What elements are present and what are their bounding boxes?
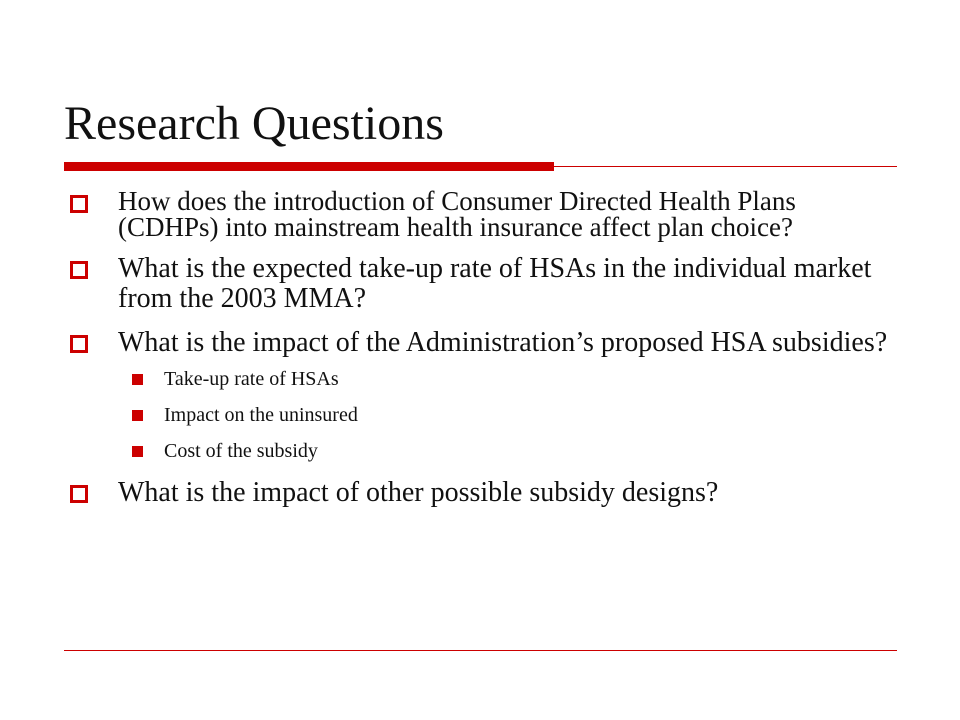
question-text: How does the introduction of Consumer Directed Health Plans (CDHPs) into mainstream health insurance affect plan choice? [118,186,796,242]
square-bullet-icon [70,485,88,503]
question-item [70,328,900,358]
footer-rule [64,650,897,651]
title-underline-thin [554,166,897,167]
question-item [70,254,900,314]
filled-square-bullet-icon [132,374,143,385]
sub-item-text: Impact on the uninsured [164,404,358,426]
question-list [70,188,900,508]
title-underline-thick [64,162,554,171]
square-bullet-icon [70,261,88,279]
question-text: What is the impact of the Administration’s proposed HSA subsidies? [118,327,888,358]
sub-item-text: Cost of the subsidy [164,440,318,462]
question-item [70,188,900,240]
sub-item-text: Take-up rate of HSAs [164,368,339,390]
sub-item [70,402,900,428]
question-item [70,478,900,508]
question-text: What is the impact of other possible subsidy designs? [118,477,719,508]
sub-item [70,438,900,464]
filled-square-bullet-icon [132,410,143,421]
square-bullet-icon [70,335,88,353]
slide-title: Research Questions [64,97,444,150]
filled-square-bullet-icon [132,446,143,457]
sub-item [70,366,900,392]
square-bullet-icon [70,195,88,213]
question-text: What is the expected take-up rate of HSAs in the individual market from the 2003 MMA? [118,253,872,314]
